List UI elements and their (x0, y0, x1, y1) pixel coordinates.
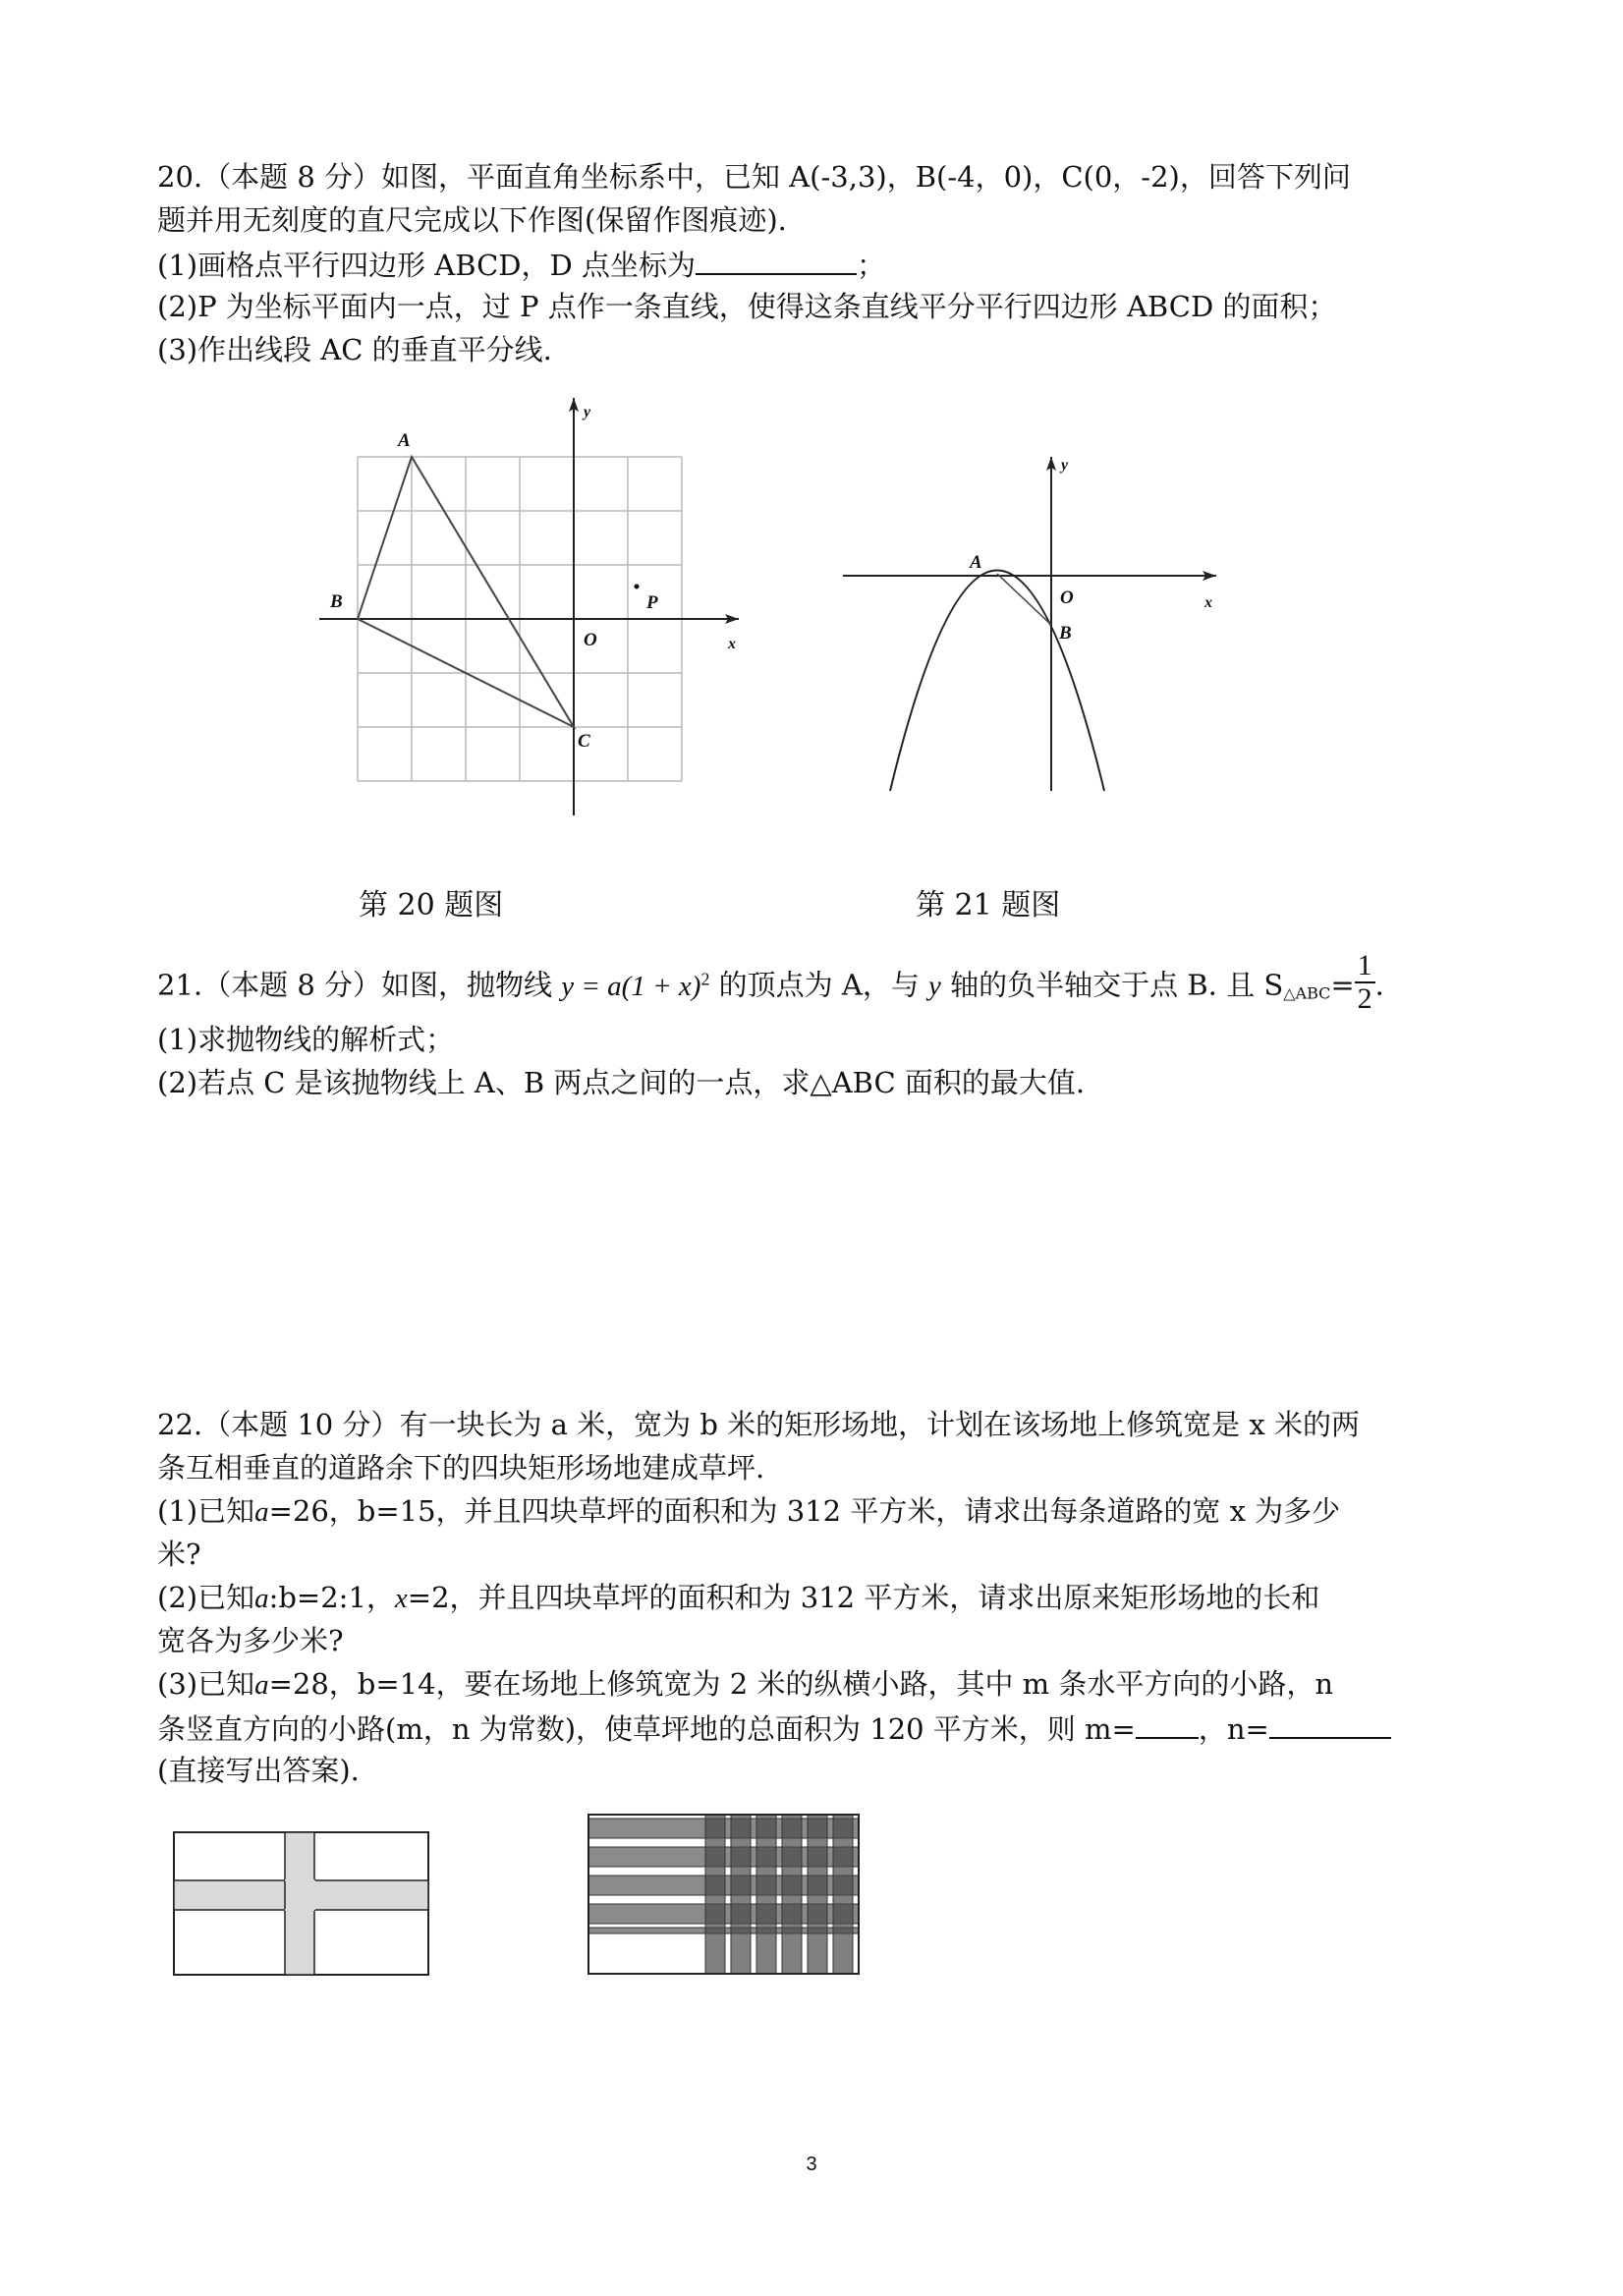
fig20-label-c: C (578, 731, 590, 752)
q21-formula-exp: 2 (700, 969, 710, 988)
q21-stem-c: 轴的负半轴交于点 B. 且 S (950, 968, 1284, 1002)
q22-part1-line1 (157, 1491, 1340, 1532)
q20-part2: (2)P 为坐标平面内一点，过 P 点作一条直线，使得这条直线平分平行四边形 ABCD 的面积； (157, 290, 1337, 323)
fig22-right-vstrip (756, 1815, 776, 1974)
fig21-chord-ab (997, 574, 1051, 625)
q22-p3b-pre: 条竖直方向的小路(m，n 为常数)，使草坪地的总面积为 120 平方米，则 m= (157, 1712, 1136, 1746)
q21-formula (561, 971, 709, 1002)
q22-p1-post: =26，b=15，并且四块草坪的面积和为 312 平方米，请求出每条道路的宽 x 为多少 (268, 1494, 1341, 1528)
q22-p2-post: =2，并且四块草坪的面积和为 312 平方米，请求出原来矩形场地的长和 (407, 1581, 1320, 1614)
fig21-label-y: y (1061, 457, 1069, 474)
q21-stem-eq: = (1330, 968, 1355, 1002)
q20-part1-end: ； (857, 249, 886, 282)
fig21-label-a: A (970, 552, 982, 573)
q22-p3-var-a: a (254, 1669, 269, 1701)
q21-frac-den: 2 (1357, 981, 1372, 1015)
fig20-caption: 第 20 题图 (359, 888, 504, 923)
fig22-right-vstrip (833, 1815, 853, 1974)
q20-stem-line1: 20.（本题 8 分）如图，平面直角坐标系中，已知 A(-3,3)，B(-4，0)，C(0，-2)，回答下列问 (157, 160, 1351, 194)
fig22-left-vertical-road (285, 1832, 314, 1975)
fig22-right-vstrip (731, 1815, 751, 1974)
fig20-label-x: x (728, 636, 736, 652)
fig22-right-vstrip (782, 1815, 802, 1974)
q20-part3: (3)作出线段 AC 的垂直平分线. (157, 333, 552, 366)
q22-p3b-mid: ，n= (1198, 1712, 1269, 1746)
q22-part1-line2: 米? (157, 1538, 201, 1571)
q22-p2-pre: (2)已知 (157, 1581, 255, 1614)
fig21-label-b: B (1059, 623, 1072, 644)
fig22-right-vstrip (705, 1815, 725, 1974)
q22-p3-pre: (3)已知 (157, 1667, 255, 1701)
fig20-label-b: B (330, 591, 343, 612)
fig20-axes (319, 398, 739, 815)
q22-part3-line3: (直接写出答案). (157, 1754, 360, 1787)
q20-part1-text: (1)画格点平行四边形 ABCD，D 点坐标为 (157, 249, 696, 282)
q20-stem-line2: 题并用无刻度的直尺完成以下作图(保留作图痕迹). (157, 203, 787, 237)
page-number: 3 (806, 2154, 817, 2175)
q21-stem-b: 的顶点为 A，与 (718, 968, 920, 1002)
q22-p2-var-x: x (394, 1583, 408, 1614)
figure-21 (843, 457, 1216, 791)
fig22-right-vstrip (808, 1815, 827, 1974)
fig21-label-o: O (1060, 588, 1074, 608)
fig20-label-y: y (584, 404, 591, 420)
q22-p1-var-a: a (254, 1496, 269, 1528)
q22-part3-line1 (157, 1664, 1333, 1705)
q21-stem (157, 948, 1384, 1015)
q22-p2-var-a: a (254, 1583, 269, 1614)
q22-part2-line1 (157, 1578, 1319, 1618)
q21-fraction (1355, 950, 1375, 1015)
q21-stem-var-y: y (928, 970, 941, 1002)
q21-stem-sub: △ABC (1283, 983, 1331, 1003)
q22-p3-post: =28，b=14，要在场地上修筑宽为 2 米的纵横小路，其中 m 条水平方向的小路，n (268, 1667, 1334, 1701)
fig20-label-p: P (646, 592, 658, 613)
q22-stem-line1: 22.（本题 10 分）有一块长为 a 米，宽为 b 米的矩形场地，计划在该场地上修筑宽是 x 米的两 (157, 1408, 1360, 1441)
q21-part1: (1)求抛物线的解析式； (157, 1023, 455, 1056)
q22-stem-line2: 条互相垂直的道路余下的四块矩形场地建成草坪. (157, 1451, 765, 1484)
q21-stem-a: 21.（本题 8 分）如图，抛物线 (157, 968, 553, 1002)
q21-formula-body: y = a(1 + x) (561, 970, 701, 1002)
figure-22-right (588, 1815, 859, 1974)
q22-part3-line2 (157, 1708, 1391, 1749)
fig20-label-a: A (398, 430, 411, 451)
q22-p1-pre: (1)已知 (157, 1494, 255, 1528)
q22-part2-line2: 宽各为多少米? (157, 1624, 344, 1657)
fig21-label-x: x (1204, 594, 1212, 611)
fig20-label-o: O (584, 630, 597, 650)
figure-22-left (174, 1832, 428, 1975)
q22-answer-m-blank[interactable] (1136, 1708, 1199, 1739)
q22-answer-n-blank[interactable] (1269, 1708, 1391, 1739)
q21-frac-num: 1 (1355, 950, 1375, 983)
fig20-point-p (635, 585, 640, 589)
q22-p2-mid: :b=2:1， (268, 1581, 395, 1614)
fig21-caption: 第 21 题图 (916, 888, 1061, 923)
q21-stem-end: . (1374, 968, 1384, 1002)
q21-part2: (2)若点 C 是该抛物线上 A、B 两点之间的一点，求△ABC 面积的最大值. (157, 1066, 1086, 1099)
